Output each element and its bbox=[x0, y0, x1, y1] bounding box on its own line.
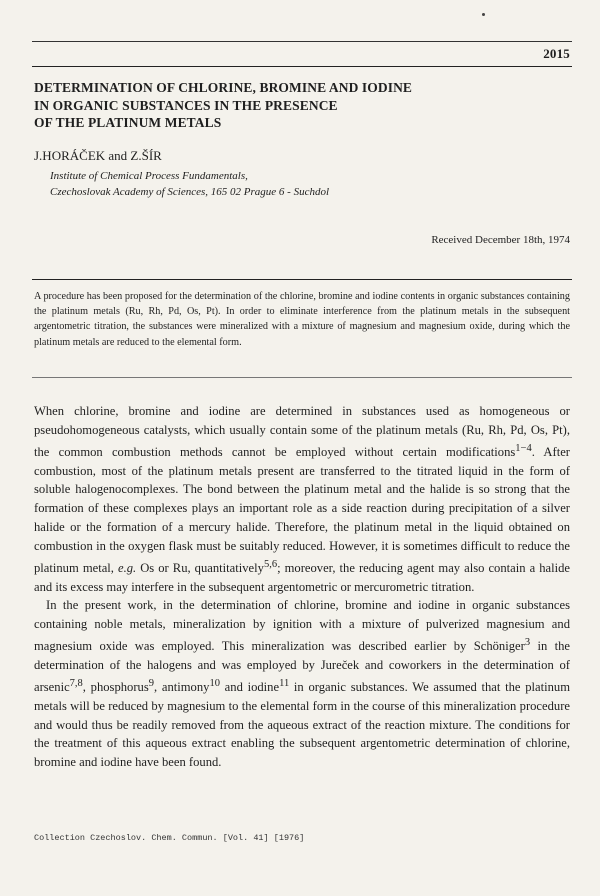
p1-text-c: Os or Ru, quantitatively bbox=[136, 560, 264, 575]
citation-1-4: 1−4 bbox=[515, 442, 532, 454]
p2-text-b: in the determination of the halogens and was employed by Jureček and coworkers in the determination of arsenic bbox=[34, 639, 571, 694]
title-line-3: OF THE PLATINUM METALS bbox=[34, 115, 222, 130]
p2-text-d: , antimony bbox=[154, 679, 210, 694]
citation-10: 10 bbox=[209, 677, 220, 689]
p1-eg: e.g. bbox=[117, 560, 137, 575]
p2-text-c: , phosphorus bbox=[82, 679, 149, 694]
journal-footer: Collection Czechoslov. Chem. Commun. [Vol. 41] [1976] bbox=[34, 833, 305, 843]
p2-text-e: and iodine bbox=[219, 679, 280, 694]
header-rule-bottom bbox=[32, 66, 572, 67]
speck-mark bbox=[482, 13, 485, 16]
p1-text-a: When chlorine, bromine and iodine are determined in substances used as homogeneous or pseudohomogeneous catalysts, which usually contain some of the platinum metals (Ru, Rh, Pd, Os, Pt), the common combustion methods cannot be employed without certain modifications bbox=[34, 404, 570, 459]
citation-7-8: 7,8 bbox=[69, 677, 83, 689]
affiliation-line-2: Czechoslovak Academy of Sciences, 165 02 Prague 6 - Suchdol bbox=[50, 186, 330, 198]
article-title bbox=[34, 79, 534, 132]
header-rule bbox=[32, 41, 572, 42]
paragraph-2 bbox=[34, 596, 570, 772]
title-line-2: IN ORGANIC SUBSTANCES IN THE PRESENCE bbox=[34, 97, 338, 113]
page-number: 2015 bbox=[543, 46, 570, 61]
abstract-rule-top bbox=[32, 279, 572, 280]
p2-text-a: In the present work, in the determination of chlorine, bromine and iodine in organic substances containing noble metals, mineralization by ignition with a mixture of pulverized magnesium and magnesium oxide was employed. This mineralization was described earlier by Schöniger bbox=[34, 598, 570, 654]
citation-11: 11 bbox=[279, 677, 290, 689]
p1-text-b: . After combustion, most of the platinum metals present are transferred to the titrated liquid in the form of soluble halogenocomplexes. The bond between the platinum metal and the halide is so strong that the formation of these complexes plays an important role as a side reaction during precipitation of a silver halide or the formation of a mercury halide. Therefore, the platinum metal in the liquid obtained on combustion in the oxygen flask must be suitably reduced. However, it is sometimes difficult to reduce the platinum metal, bbox=[34, 444, 570, 575]
title-line-1: DETERMINATION OF CHLORINE, BROMINE AND IODINE bbox=[34, 80, 413, 95]
abstract: A procedure has been proposed for the determination of the chlorine, bromine and iodine contents in organic substances containing the platinum metals (Ru, Rh, Pd, Os, Pt). In order to eliminate interference from the platinum metals in the subsequent argentometric titration, the substances were mineralized with a mixture of magnesium and magnesium oxide, during which the platinum metals are reduced to the elemental form. bbox=[34, 291, 570, 348]
body-text bbox=[34, 402, 570, 772]
citation-5-6: 5,6 bbox=[263, 558, 278, 570]
paragraph-1 bbox=[34, 402, 570, 596]
p2-text-f: in organic substances. We assumed that the platinum metals will be reduced by magnesium to the elemental form in the course of this mineralization procedure and would thus be readily removed from the aqueous extract of the reaction mixture. The conditions for the treatment of this aqueous extract enabling the subsequent argentometric determination of chlorine, bromine and iodine have been found. bbox=[34, 679, 570, 770]
received-date: Received December 18th, 1974 bbox=[431, 234, 570, 246]
citation-3: 3 bbox=[524, 636, 531, 648]
authors: J.HORÁČEK and Z.ŠÍR bbox=[34, 148, 162, 163]
citation-9: 9 bbox=[148, 677, 154, 689]
abstract-rule-bottom bbox=[32, 377, 572, 378]
p1-text-d: ; moreover, the reducing agent may also contain a halide and its excess may interfere in the subsequent argentometric or mercurometric titration. bbox=[34, 560, 570, 594]
affiliation-line-1: Institute of Chemical Process Fundamentals, bbox=[50, 170, 248, 182]
affiliation bbox=[50, 168, 329, 200]
